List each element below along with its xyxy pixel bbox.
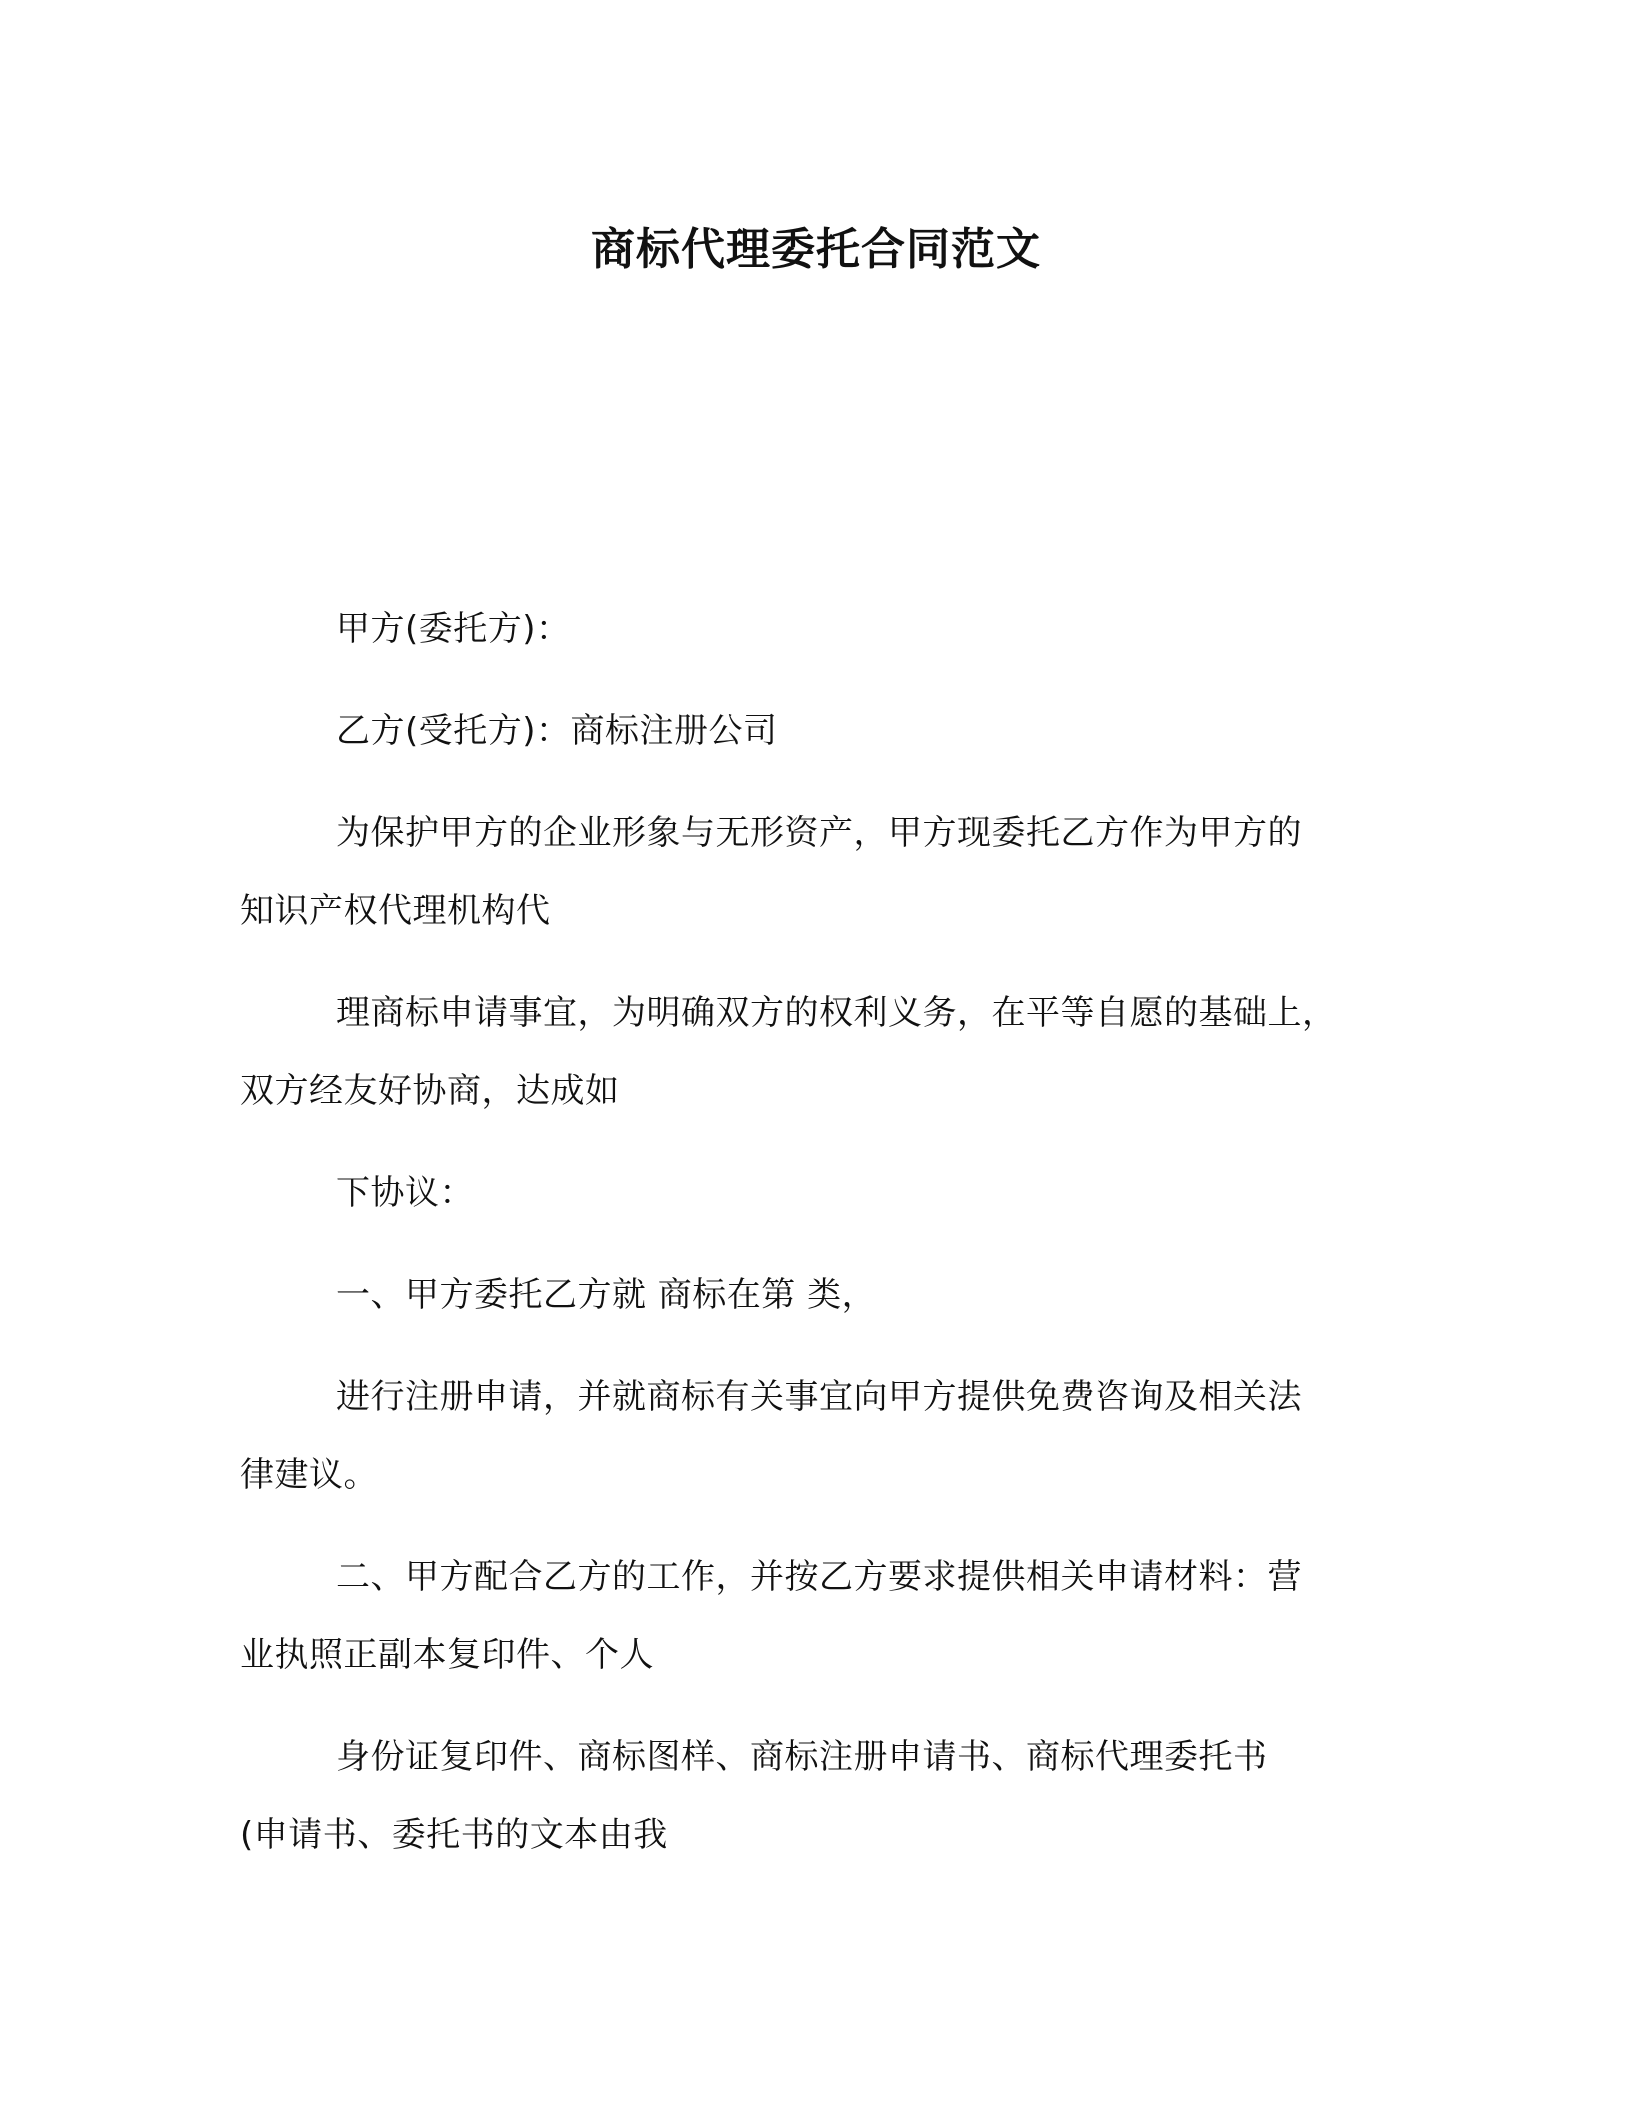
paragraph-clause-1	[240, 1256, 1400, 1334]
paragraph-party-a	[240, 590, 1400, 668]
paragraph-clause-1-cont	[240, 1358, 1400, 1514]
paragraph-line: 业执照正副本复印件、个人	[240, 1635, 654, 1675]
document-body	[240, 590, 1400, 1898]
paragraph-clause-2-cont	[240, 1718, 1400, 1874]
document-title: 商标代理委托合同范文	[591, 224, 1041, 275]
paragraph-line: 为保护甲方的企业形象与无形资产，甲方现委托乙方作为甲方的	[336, 813, 1302, 853]
paragraph-agreement	[240, 974, 1400, 1130]
paragraph-line: 甲方(委托方)：	[336, 609, 571, 649]
paragraph-line: 律建议。	[240, 1455, 378, 1495]
paragraph-line: 乙方(受托方)：商标注册公司	[336, 711, 778, 751]
paragraph-clause-2	[240, 1538, 1400, 1694]
paragraph-purpose	[240, 794, 1400, 950]
paragraph-line: 进行注册申请，并就商标有关事宜向甲方提供免费咨询及相关法	[336, 1377, 1302, 1417]
paragraph-line: 身份证复印件、商标图样、商标注册申请书、商标代理委托书	[336, 1737, 1268, 1777]
paragraph-party-b	[240, 692, 1400, 770]
paragraph-protocol	[240, 1154, 1400, 1232]
paragraph-line: 知识产权代理机构代	[240, 891, 551, 931]
paragraph-line: 二、甲方配合乙方的工作，并按乙方要求提供相关申请材料：营	[336, 1557, 1302, 1597]
paragraph-line: 双方经友好协商，达成如	[240, 1071, 620, 1111]
paragraph-line: 下协议：	[336, 1173, 474, 1213]
paragraph-line: (申请书、委托书的文本由我	[240, 1815, 668, 1855]
paragraph-line: 理商标申请事宜，为明确双方的权利义务，在平等自愿的基础上，	[336, 993, 1337, 1033]
paragraph-line: 一、甲方委托乙方就 商标在第 类，	[336, 1275, 877, 1315]
